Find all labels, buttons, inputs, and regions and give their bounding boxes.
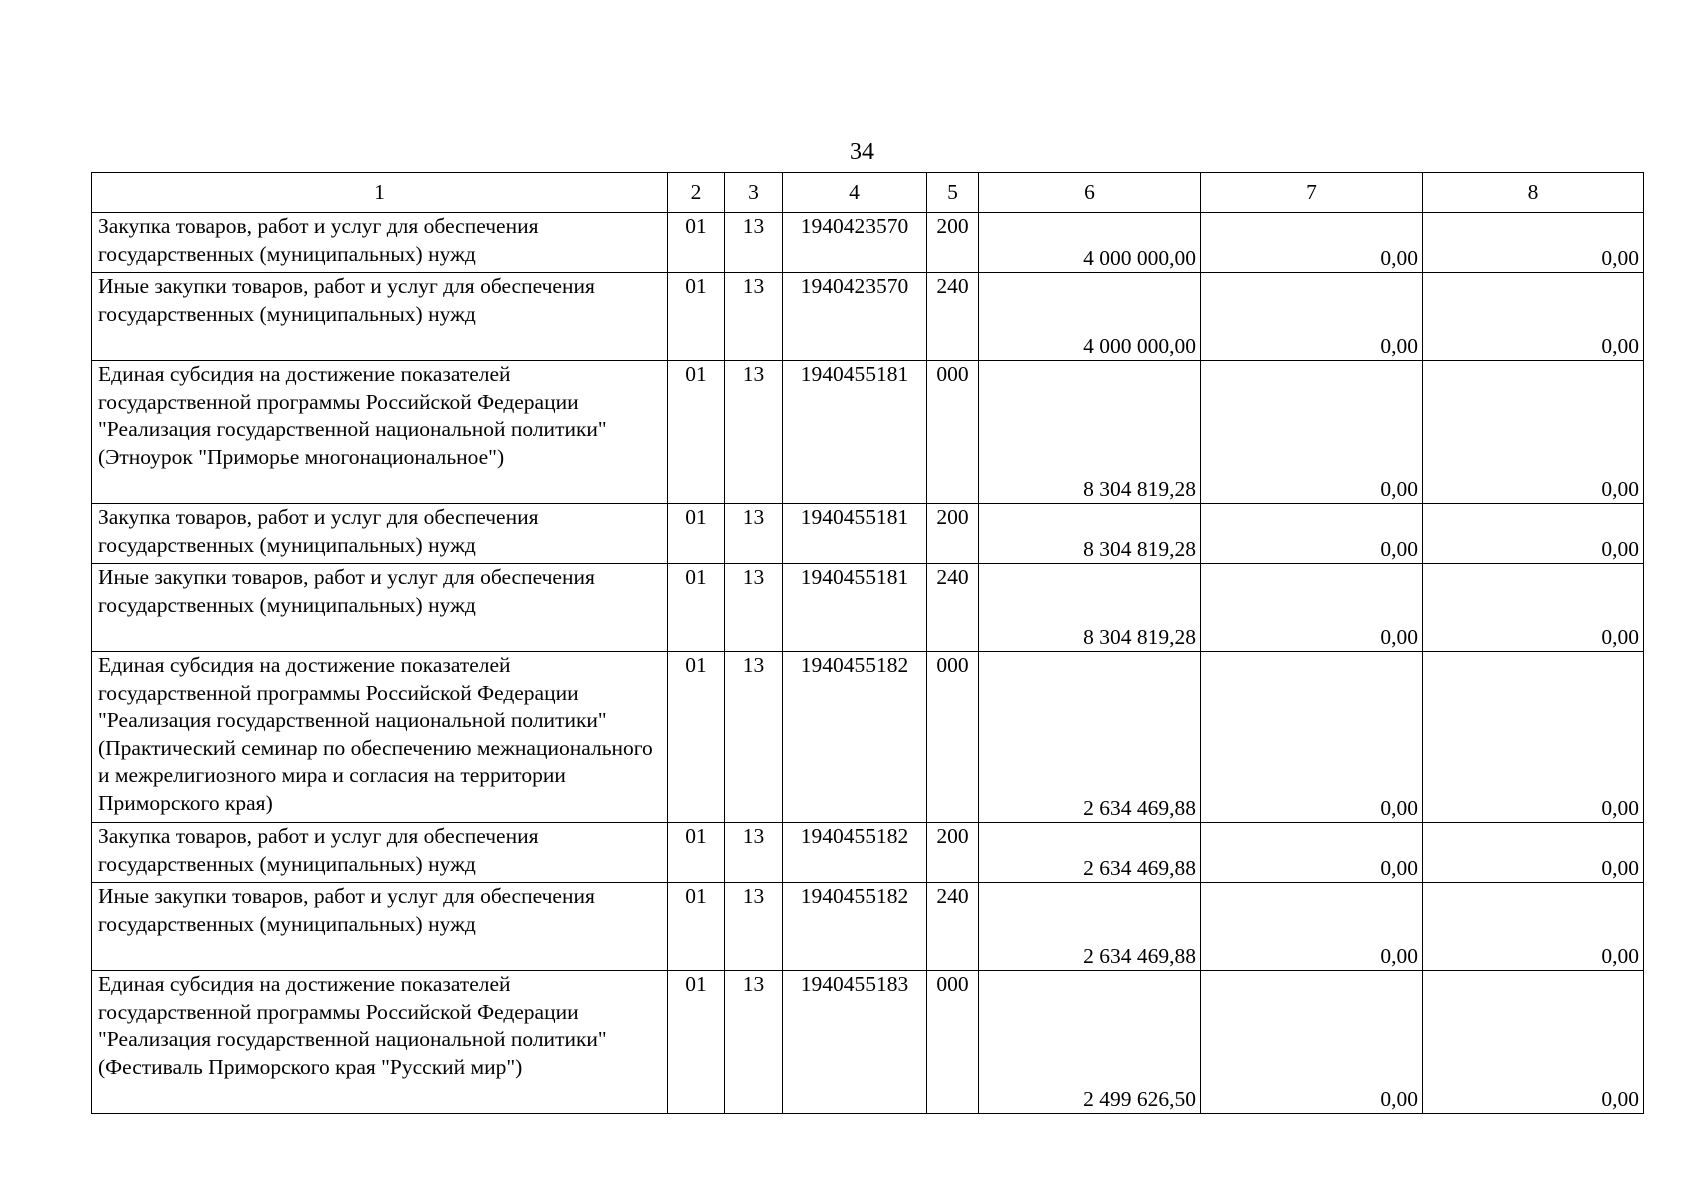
table-row (92, 883, 1644, 971)
subsection-code: 13 (725, 504, 783, 564)
amount-col-7: 0,00 (1201, 883, 1423, 971)
row-name: Закупка товаров, работ и услуг для обеспечения государственных (муниципальных) нужд (92, 213, 668, 273)
target-article-code: 1940423570 (783, 273, 927, 361)
amount-col-6: 8 304 819,28 (979, 361, 1201, 504)
amount-col-7: 0,00 (1201, 971, 1423, 1114)
expense-type-code: 240 (927, 564, 979, 652)
amount-col-7: 0,00 (1201, 273, 1423, 361)
amount-col-8: 0,00 (1423, 971, 1644, 1114)
row-name: Иные закупки товаров, работ и услуг для обеспечения государственных (муниципальных) нужд (92, 564, 668, 652)
amount-col-6: 8 304 819,28 (979, 564, 1201, 652)
amount-col-6: 2 499 626,50 (979, 971, 1201, 1114)
table-row (92, 564, 1644, 652)
amount-col-8: 0,00 (1423, 504, 1644, 564)
expense-type-code: 000 (927, 971, 979, 1114)
table-row (92, 361, 1644, 504)
table-row (92, 652, 1644, 823)
row-name: Единая субсидия на достижение показателей государственной программы Российской Федерации "Реализация государственной национальной политики" (Фестиваль Приморского края "Русский мир") (92, 971, 668, 1114)
amount-col-6: 4 000 000,00 (979, 273, 1201, 361)
expense-type-code: 000 (927, 652, 979, 823)
row-name: Закупка товаров, работ и услуг для обеспечения государственных (муниципальных) нужд (92, 823, 668, 883)
table-row (92, 823, 1644, 883)
table-header-row (92, 173, 1644, 213)
table-row (92, 971, 1644, 1114)
expense-type-code: 240 (927, 273, 979, 361)
row-name: Иные закупки товаров, работ и услуг для обеспечения государственных (муниципальных) нужд (92, 273, 668, 361)
page-number: 34 (850, 139, 874, 165)
column-header: 8 (1423, 173, 1644, 213)
column-header: 5 (927, 173, 979, 213)
amount-col-8: 0,00 (1423, 883, 1644, 971)
target-article-code: 1940455182 (783, 823, 927, 883)
row-name: Единая субсидия на достижение показателей государственной программы Российской Федерации "Реализация государственной национальной политики" (Этноурок "Приморье многонациональное") (92, 361, 668, 504)
amount-col-7: 0,00 (1201, 361, 1423, 504)
amount-col-7: 0,00 (1201, 823, 1423, 883)
subsection-code: 13 (725, 652, 783, 823)
table-row (92, 273, 1644, 361)
amount-col-6: 4 000 000,00 (979, 213, 1201, 273)
target-article-code: 1940455181 (783, 564, 927, 652)
subsection-code: 13 (725, 564, 783, 652)
target-article-code: 1940455183 (783, 971, 927, 1114)
amount-col-7: 0,00 (1201, 504, 1423, 564)
budget-table (91, 172, 1644, 1114)
amount-col-6: 2 634 469,88 (979, 652, 1201, 823)
section-code: 01 (668, 823, 725, 883)
section-code: 01 (668, 273, 725, 361)
column-header: 6 (979, 173, 1201, 213)
row-name: Единая субсидия на достижение показателей государственной программы Российской Федерации "Реализация государственной национальной политики" (Практический семинар по обеспечению межнационального и межрелигиозного мира и согласия на территории Приморского края) (92, 652, 668, 823)
amount-col-7: 0,00 (1201, 564, 1423, 652)
subsection-code: 13 (725, 273, 783, 361)
subsection-code: 13 (725, 883, 783, 971)
section-code: 01 (668, 883, 725, 971)
section-code: 01 (668, 564, 725, 652)
amount-col-7: 0,00 (1201, 213, 1423, 273)
amount-col-8: 0,00 (1423, 652, 1644, 823)
amount-col-8: 0,00 (1423, 273, 1644, 361)
amount-col-7: 0,00 (1201, 652, 1423, 823)
column-header: 7 (1201, 173, 1423, 213)
target-article-code: 1940455181 (783, 504, 927, 564)
expense-type-code: 200 (927, 213, 979, 273)
expense-type-code: 200 (927, 823, 979, 883)
section-code: 01 (668, 361, 725, 504)
amount-col-6: 2 634 469,88 (979, 883, 1201, 971)
amount-col-8: 0,00 (1423, 361, 1644, 504)
table-row (92, 504, 1644, 564)
section-code: 01 (668, 504, 725, 564)
expense-type-code: 000 (927, 361, 979, 504)
column-header: 1 (92, 173, 668, 213)
table-row (92, 213, 1644, 273)
expense-type-code: 200 (927, 504, 979, 564)
amount-col-8: 0,00 (1423, 823, 1644, 883)
section-code: 01 (668, 213, 725, 273)
amount-col-6: 2 634 469,88 (979, 823, 1201, 883)
row-name: Закупка товаров, работ и услуг для обеспечения государственных (муниципальных) нужд (92, 504, 668, 564)
subsection-code: 13 (725, 971, 783, 1114)
target-article-code: 1940455181 (783, 361, 927, 504)
amount-col-8: 0,00 (1423, 213, 1644, 273)
subsection-code: 13 (725, 823, 783, 883)
target-article-code: 1940455182 (783, 883, 927, 971)
column-header: 2 (668, 173, 725, 213)
column-header: 3 (725, 173, 783, 213)
expense-type-code: 240 (927, 883, 979, 971)
row-name: Иные закупки товаров, работ и услуг для обеспечения государственных (муниципальных) нужд (92, 883, 668, 971)
amount-col-6: 8 304 819,28 (979, 504, 1201, 564)
subsection-code: 13 (725, 361, 783, 504)
amount-col-8: 0,00 (1423, 564, 1644, 652)
target-article-code: 1940423570 (783, 213, 927, 273)
target-article-code: 1940455182 (783, 652, 927, 823)
section-code: 01 (668, 652, 725, 823)
subsection-code: 13 (725, 213, 783, 273)
section-code: 01 (668, 971, 725, 1114)
column-header: 4 (783, 173, 927, 213)
